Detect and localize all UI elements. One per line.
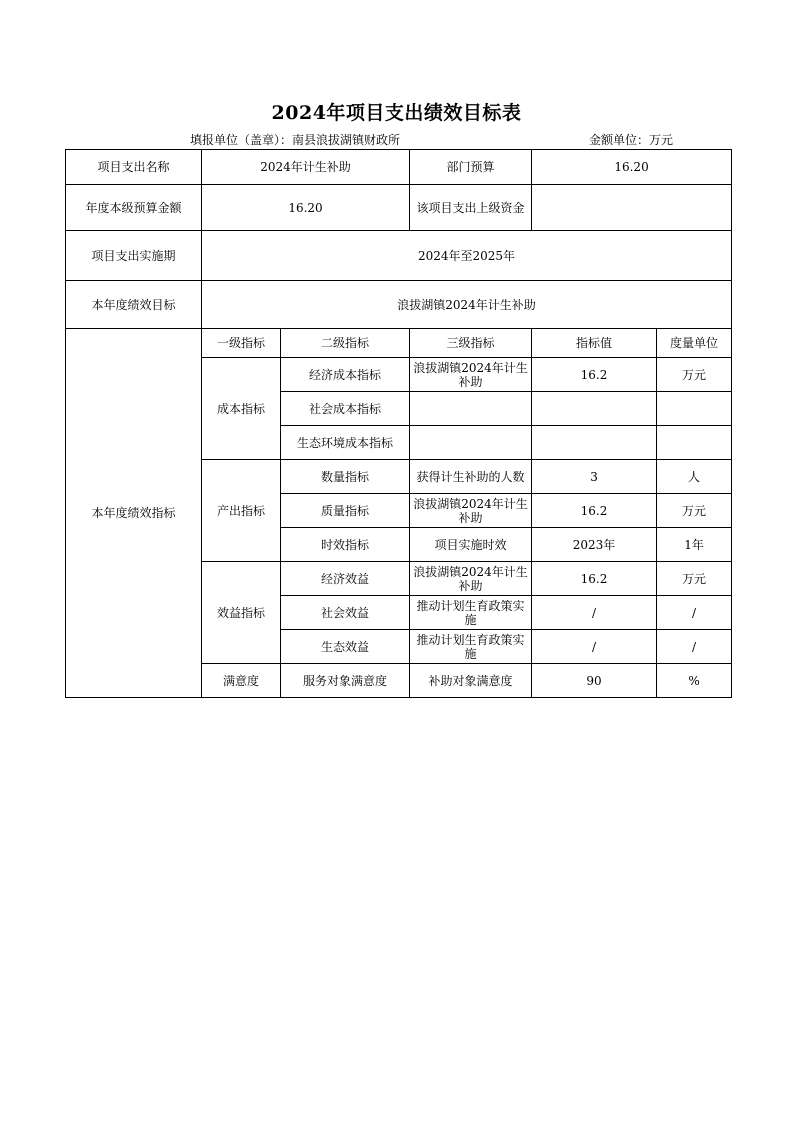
table-cell-unit: /	[657, 630, 732, 664]
goal-label: 本年度绩效目标	[66, 281, 202, 329]
table-cell-value: /	[532, 630, 657, 664]
table-cell-level3: 推动计划生育政策实施	[410, 596, 532, 630]
table-cell-level2: 数量指标	[281, 460, 410, 494]
table-cell-unit: 万元	[657, 562, 732, 596]
table-cell-value	[532, 392, 657, 426]
table-cell-value: 16.2	[532, 562, 657, 596]
table-cell-level3: 浪拔湖镇2024年计生补助	[410, 358, 532, 392]
project-name-value: 2024年计生补助	[202, 150, 410, 185]
page-title: 2024年项目支出绩效目标表	[271, 102, 522, 124]
table-cell-value: 2023年	[532, 528, 657, 562]
table-cell-unit: /	[657, 596, 732, 630]
table-cell-unit: 人	[657, 460, 732, 494]
table-cell-level3: 获得计生补助的人数	[410, 460, 532, 494]
header-level2: 二级指标	[281, 329, 410, 358]
table-cell-value: 3	[532, 460, 657, 494]
level1-output: 产出指标	[202, 460, 281, 562]
upper-funds-value	[532, 185, 732, 231]
table-cell-level2: 社会效益	[281, 596, 410, 630]
dept-budget-value: 16.20	[532, 150, 732, 185]
table-cell-level2: 经济成本指标	[281, 358, 410, 392]
level1-benefit: 效益指标	[202, 562, 281, 664]
indicators-section-label: 本年度绩效指标	[66, 329, 202, 698]
table-cell-value	[532, 426, 657, 460]
table-cell-level2: 生态环境成本指标	[281, 426, 410, 460]
table-cell-level2: 质量指标	[281, 494, 410, 528]
table-cell-level3: 浪拔湖镇2024年计生补助	[410, 562, 532, 596]
level1-cost: 成本指标	[202, 358, 281, 460]
table-cell-level3	[410, 426, 532, 460]
table-cell-level3: 浪拔湖镇2024年计生补助	[410, 494, 532, 528]
project-name-label: 项目支出名称	[66, 150, 202, 185]
table-cell-level3: 推动计划生育政策实施	[410, 630, 532, 664]
dept-budget-label: 部门预算	[410, 150, 532, 185]
period-value: 2024年至2025年	[202, 231, 732, 281]
header-level3: 三级指标	[410, 329, 532, 358]
level1-satisfaction: 满意度	[202, 664, 281, 698]
annual-budget-value: 16.20	[202, 185, 410, 231]
table-cell-unit: 万元	[657, 358, 732, 392]
header-level1: 一级指标	[202, 329, 281, 358]
table-cell-unit: 1年	[657, 528, 732, 562]
table-cell-value: 16.2	[532, 358, 657, 392]
period-label: 项目支出实施期	[66, 231, 202, 281]
table-cell-value: /	[532, 596, 657, 630]
reporting-unit: 填报单位（盖章）：南县浪拔湖镇财政所	[190, 133, 401, 147]
table-cell-level2: 服务对象满意度	[281, 664, 410, 698]
upper-funds-label: 该项目支出上级资金	[410, 185, 532, 231]
goal-value: 浪拔湖镇2024年计生补助	[202, 281, 732, 329]
table-cell-level2: 经济效益	[281, 562, 410, 596]
table-cell-level3: 项目实施时效	[410, 528, 532, 562]
table-cell-unit: %	[657, 664, 732, 698]
header-unit: 度量单位	[657, 329, 732, 358]
table-cell-level2: 社会成本指标	[281, 392, 410, 426]
table-cell-value: 90	[532, 664, 657, 698]
amount-unit: 金额单位：万元	[589, 133, 674, 147]
table-cell-level2: 时效指标	[281, 528, 410, 562]
table-cell-value: 16.2	[532, 494, 657, 528]
header-value: 指标值	[532, 329, 657, 358]
table-cell-unit	[657, 426, 732, 460]
annual-budget-label: 年度本级预算金额	[66, 185, 202, 231]
table-cell-level2: 生态效益	[281, 630, 410, 664]
table-cell-level3: 补助对象满意度	[410, 664, 532, 698]
performance-target-table	[65, 149, 732, 698]
table-cell-unit: 万元	[657, 494, 732, 528]
table-cell-level3	[410, 392, 532, 426]
table-cell-unit	[657, 392, 732, 426]
